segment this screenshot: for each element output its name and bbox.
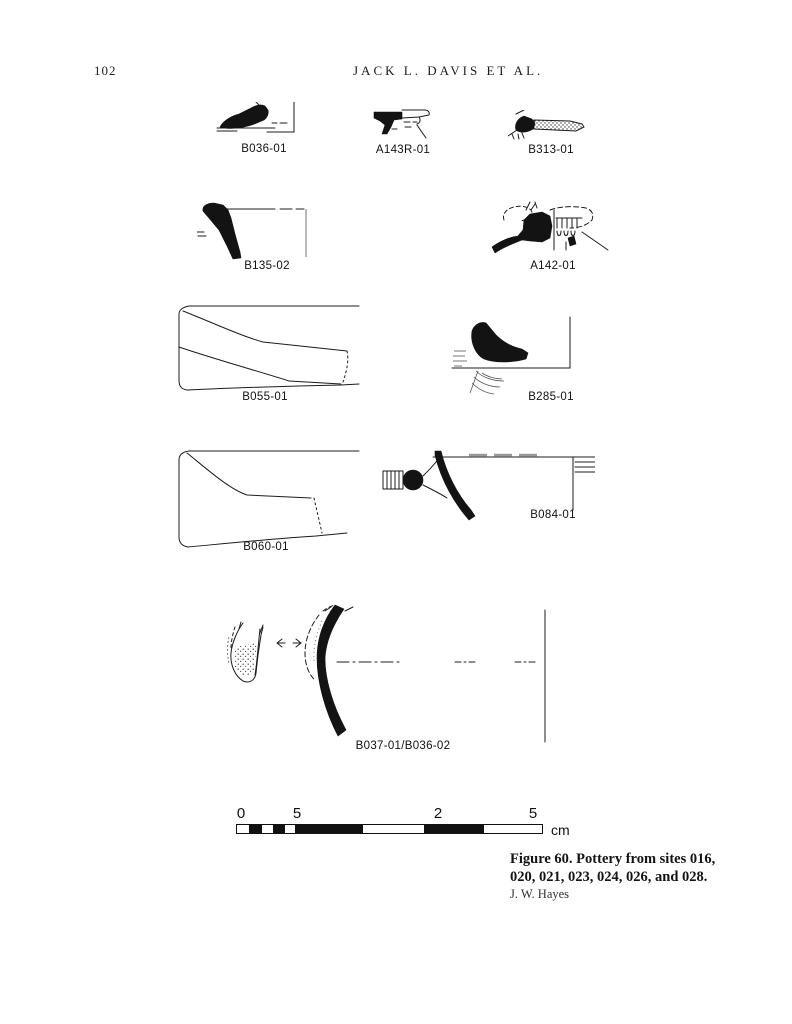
scale-tick-label: 0: [236, 805, 246, 822]
scale-tick-label: 5: [528, 805, 538, 822]
scale-segment: [285, 825, 295, 833]
pottery-drawing-a142-01: [490, 198, 610, 264]
sherd-label: B055-01: [242, 391, 288, 403]
pottery-drawing-b135-02: [197, 202, 313, 264]
double-arrow-icon: [277, 639, 301, 647]
scale-segment: [295, 825, 363, 833]
caption-credit: J. W. Hayes: [510, 887, 570, 902]
page-number: 102: [94, 63, 117, 78]
pottery-drawing-a143r-01: [372, 107, 434, 143]
scale-segment: [273, 825, 285, 833]
scale-tick-label: 5: [292, 805, 302, 822]
scale-segment: [237, 825, 249, 833]
sherd-label: B135-02: [244, 260, 290, 272]
pottery-drawing-b036-01: [215, 102, 300, 144]
caption-line: 020, 021, 023, 024, 026, and 028.: [510, 868, 708, 885]
sherd-label: B313-01: [528, 144, 574, 156]
scale-segment: [249, 825, 262, 833]
sherd-label: B036-01: [241, 143, 287, 155]
scale-segment: [262, 825, 273, 833]
scale-segment: [484, 825, 542, 833]
pottery-drawing-b313-01: [508, 110, 590, 146]
pottery-drawing-b285-01: [448, 313, 576, 403]
scale-unit-label: cm: [551, 822, 570, 838]
scale-bar: [236, 824, 543, 834]
scale-segment: [424, 825, 484, 833]
figure-caption: [510, 851, 720, 902]
sherd-label: A142-01: [530, 260, 576, 272]
pottery-drawing-b037-01-b036-02: [227, 603, 549, 755]
sherd-label: B060-01: [243, 541, 289, 553]
sherd-label: A143R-01: [375, 144, 431, 156]
sherd-label: B084-01: [530, 509, 576, 521]
scale-tick-label: 2: [433, 805, 443, 822]
sherd-label: B037-01/B036-02: [355, 740, 451, 752]
scale-segment: [363, 825, 424, 833]
running-header: JACK L. DAVIS ET AL.: [353, 63, 544, 78]
caption-line: Figure 60. Pottery from sites 016,: [510, 851, 716, 867]
sherd-label: B285-01: [528, 391, 574, 403]
pottery-drawing-b055-01: [171, 300, 363, 400]
